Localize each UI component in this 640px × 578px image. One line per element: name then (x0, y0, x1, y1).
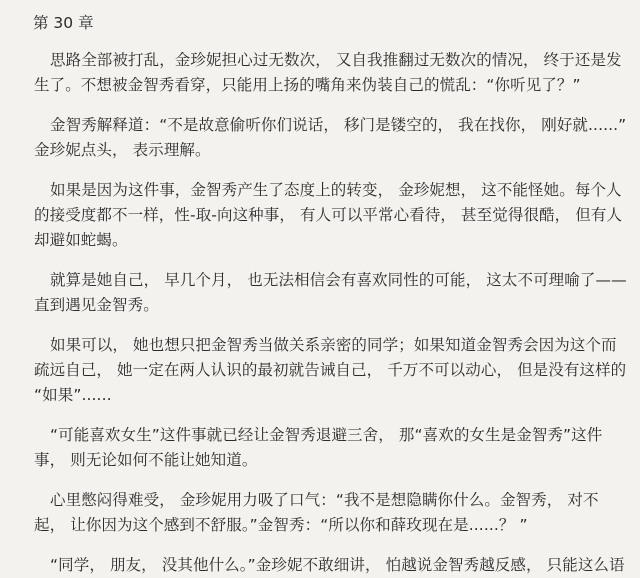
text-line: 就算是她自己， 早几个月， 也无法相信会有喜欢同性的可能， 这太不可理喻了—— (50, 271, 627, 289)
text-line: 如果可以， 她也想只把金智秀当做关系亲密的同学；如果知道金智秀会因为这个而 (50, 336, 617, 354)
paragraph (34, 423, 628, 473)
text-line: “如果”...... (34, 386, 112, 404)
text-line: 生了。不想被金智秀看穿，只能用上扬的嘴角来伪装自己的慌乱：“你听见了？” (34, 76, 581, 94)
chapter-title: 第 30 章 (33, 14, 94, 32)
paragraph (34, 113, 628, 163)
text-line: 的接受度都不一样，性-取-向这种事， 有人可以平常心看待， 甚至觉得很酷， 但有人 (34, 206, 623, 224)
paragraph (34, 333, 628, 408)
text-line: 疏远自己， 她一定在两人认识的最初就告诫自己， 千万不可以动心， 但是没有这样的 (34, 361, 627, 379)
text-line: 起， 让你因为这个感到不舒服。”金智秀：“所以你和薛玫现在是......？ ” (34, 516, 528, 534)
text-line: 直到遇见金智秀。 (34, 296, 159, 314)
text-line: 心里憋闷得难受， 金珍妮用力吸了口气：“我不是想隐瞒你什么。金智秀， 对不 (50, 491, 599, 509)
text-line: 金智秀解释道：“不是故意偷听你们说话， 移门是镂空的， 我在找你， 刚好就......” (50, 116, 627, 134)
text-line: 思路全部被打乱，金珍妮担心过无数次， 又自我推翻过无数次的情况， 终于还是发 (50, 51, 622, 69)
paragraph (34, 178, 628, 253)
paragraph (34, 488, 628, 538)
paragraph (34, 48, 628, 98)
text-line: “同学， 朋友， 没其他什么。”金珍妮不敢细讲， 怕越说金智秀越反感， 只能这么语 (50, 556, 625, 574)
text-line: “可能喜欢女生”这件事就已经让金智秀退避三舍， 那“喜欢的女生是金智秀”这件 (50, 426, 603, 444)
paragraph (34, 553, 628, 578)
text-line: 如果是因为这件事，金智秀产生了态度上的转变， 金珍妮想， 这不能怪她。每个人 (50, 181, 622, 199)
text-line: 事， 则无论如何不能让她知道。 (34, 451, 258, 469)
text-line: 却避如蛇蝎。 (34, 231, 128, 249)
paragraph (34, 268, 628, 318)
text-line: 金珍妮点头， 表示理解。 (34, 141, 211, 159)
